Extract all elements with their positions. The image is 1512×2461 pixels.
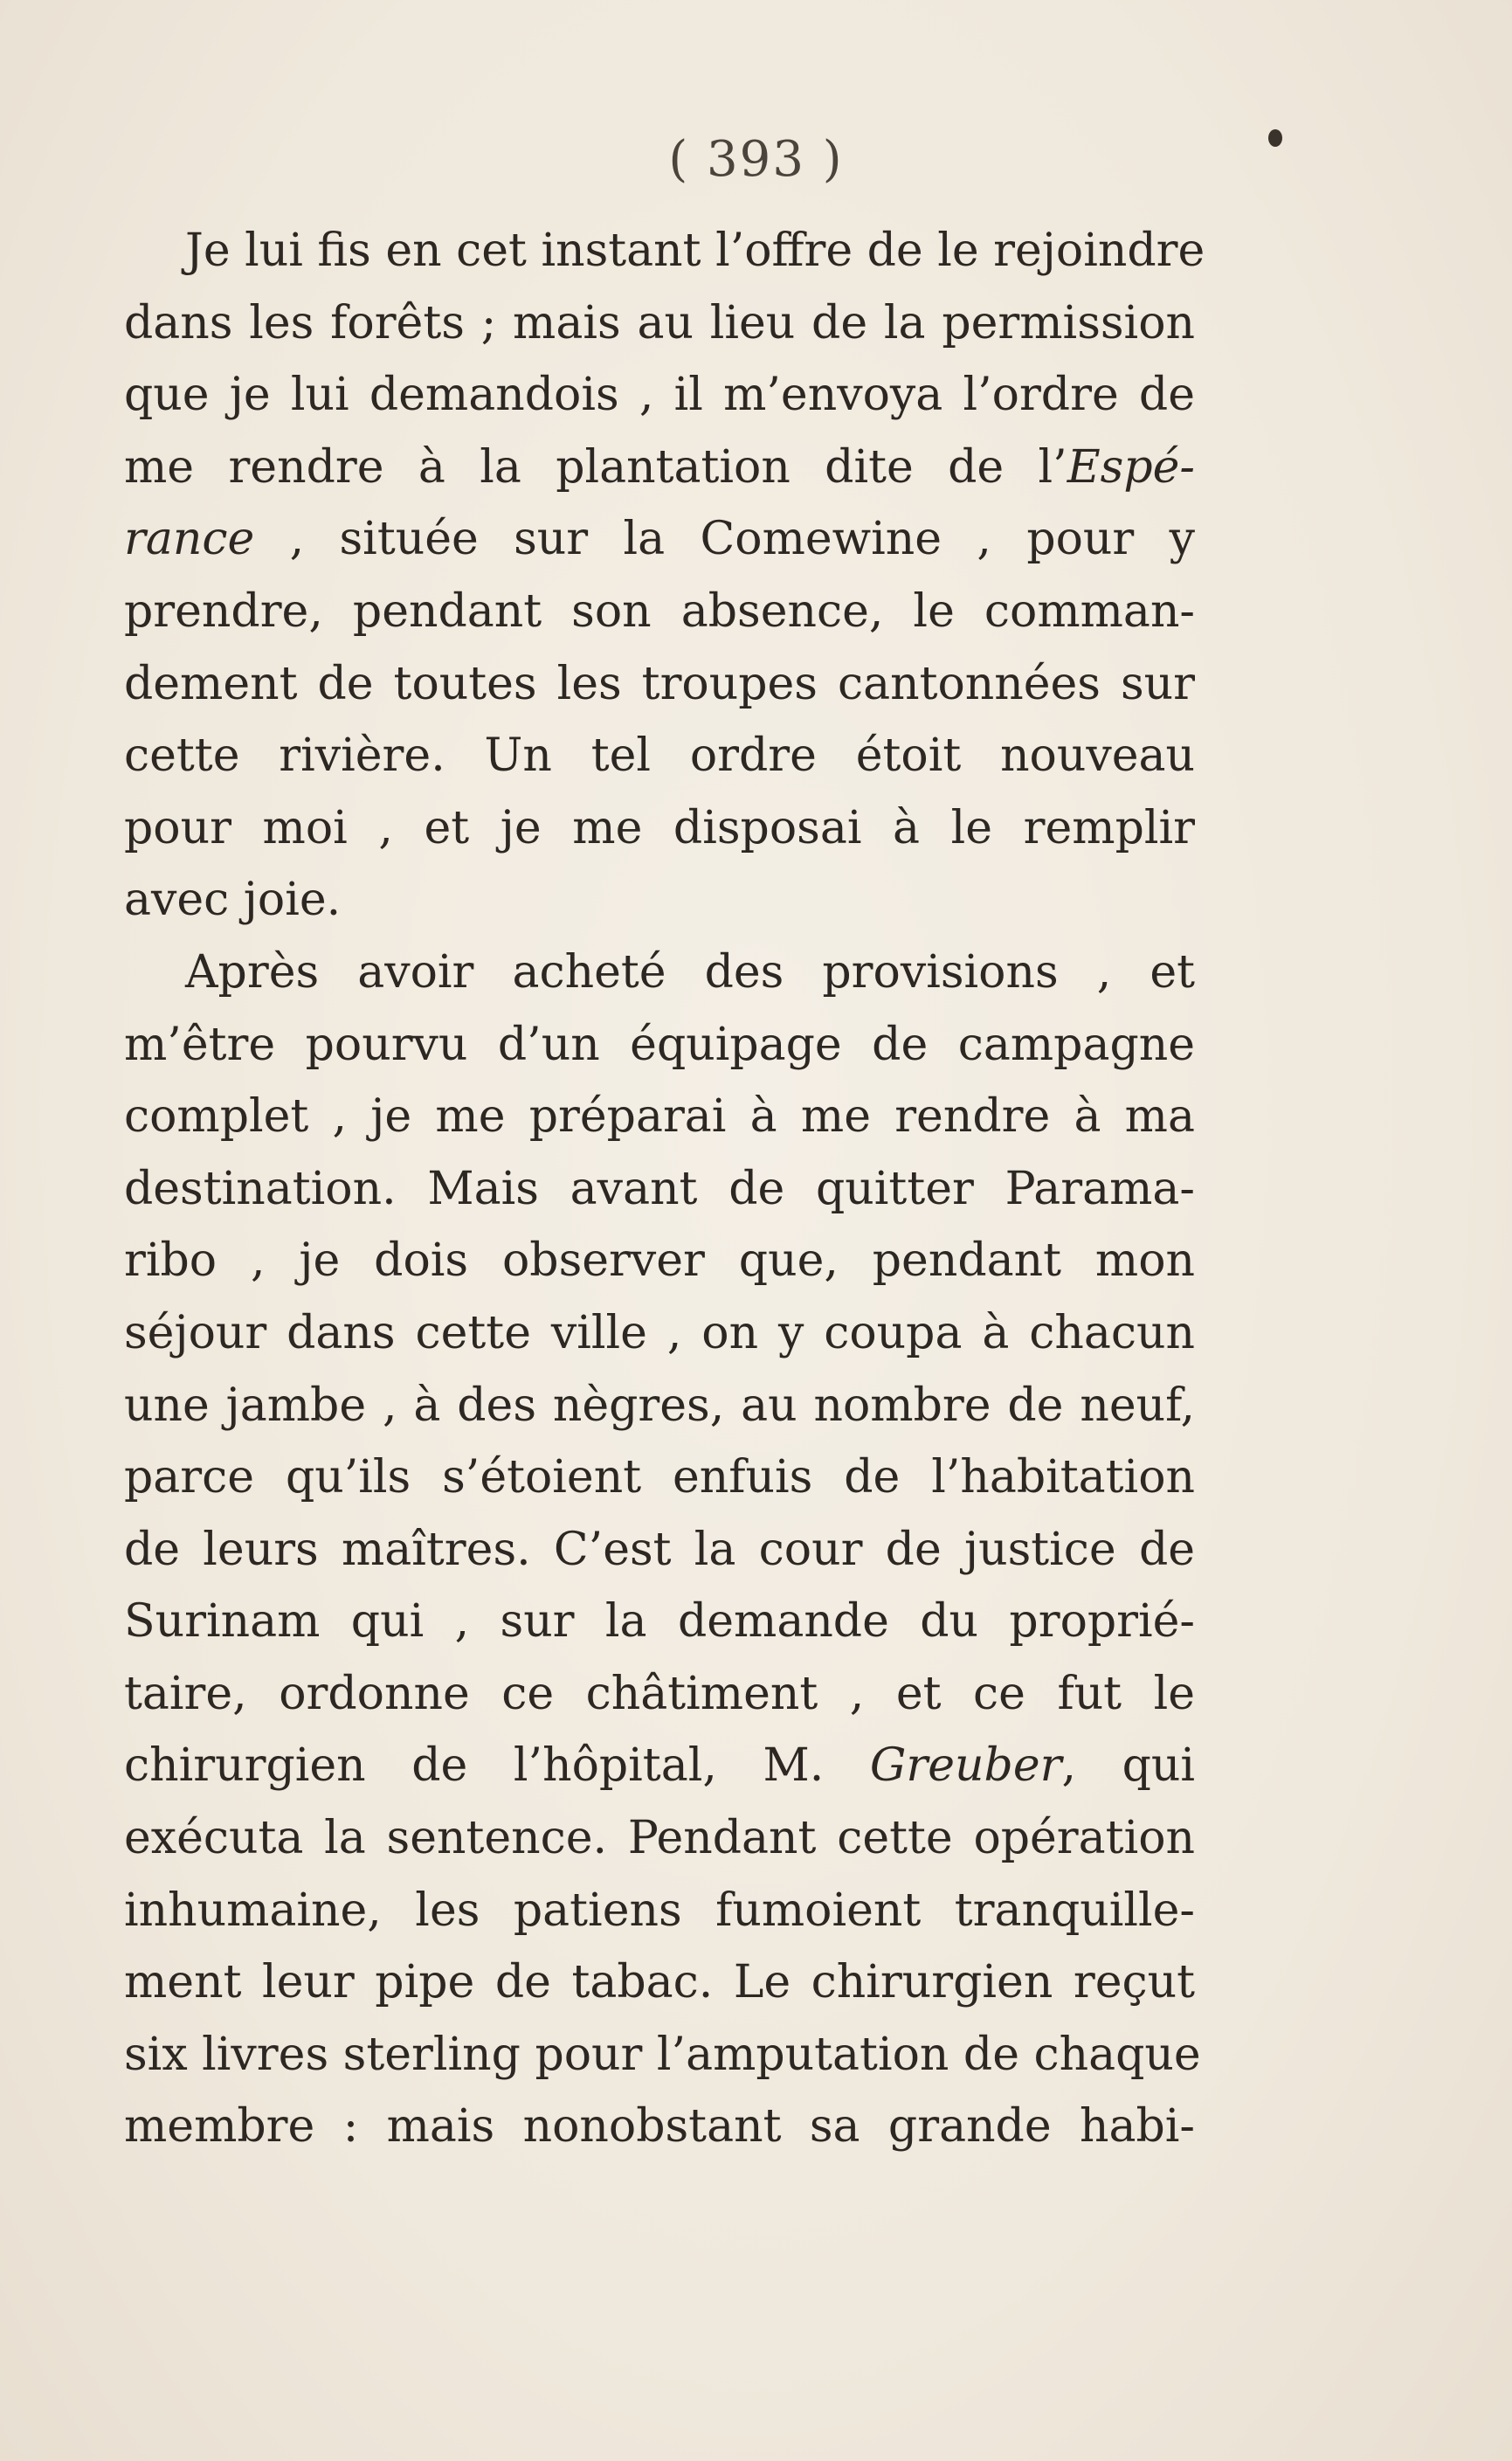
text-line: chirurgien de l’hôpital, M. Greuber, qui: [124, 1739, 1196, 1793]
text-line: avec joie.: [124, 874, 342, 927]
text-line: m’être pourvu d’un équipage de campagne: [124, 1018, 1195, 1071]
text-line: exécuta la sentence. Pendant cette opération: [124, 1812, 1195, 1865]
text-line: dans les forêts ; mais au lieu de la permission: [124, 296, 1195, 349]
text-line: destination. Mais avant de quitter Parama-: [124, 1162, 1195, 1215]
text-line: rance , située sur la Comewine , pour y: [124, 513, 1195, 566]
text-line: me rendre à la plantation dite de l’Espé-: [124, 440, 1195, 494]
text-line: complet , je me préparai à me rendre à ma: [124, 1090, 1195, 1144]
text-line: Surinam qui , sur la demande du proprié-: [124, 1595, 1195, 1649]
text-line: pour moi , et je me disposai à le remplir: [124, 801, 1195, 854]
text-line: que je lui demandois , il m’envoya l’ordre de: [124, 369, 1195, 422]
text-line: membre : mais nonobstant sa grande habi-: [124, 2100, 1195, 2153]
body-text: [124, 215, 1205, 2163]
text-line: cette rivière. Un tel ordre étoit nouveau: [124, 729, 1195, 783]
page-number: ( 393 ): [668, 131, 844, 188]
text-line: de leurs maîtres. C’est la cour de justice de: [124, 1523, 1195, 1576]
text-line: Après avoir acheté des provisions , et: [185, 945, 1195, 999]
text-line: six livres sterling pour l’amputation de chaque: [124, 2028, 1201, 2081]
text-line: prendre, pendant son absence, le comman-: [124, 584, 1195, 638]
text-line: une jambe , à des nègres, au nombre de neuf,: [124, 1379, 1195, 1432]
text-line: parce qu’ils s’étoient enfuis de l’habitation: [124, 1451, 1195, 1504]
text-line: taire, ordonne ce châtiment , et ce fut le: [124, 1667, 1195, 1720]
ink-spot: [1268, 129, 1282, 147]
text-line: inhumaine, les patiens fumoient tranquille-: [124, 1884, 1195, 1937]
text-line: séjour dans cette ville , on y coupa à chacun: [124, 1306, 1195, 1359]
text-line: ribo , je dois observer que, pendant mon: [124, 1234, 1195, 1288]
text-line: dement de toutes les troupes cantonnées sur: [124, 657, 1195, 710]
text-line: ment leur pipe de tabac. Le chirurgien reçut: [124, 1956, 1195, 2009]
text-line: Je lui fis en cet instant l’offre de le rejoindre: [185, 225, 1205, 277]
